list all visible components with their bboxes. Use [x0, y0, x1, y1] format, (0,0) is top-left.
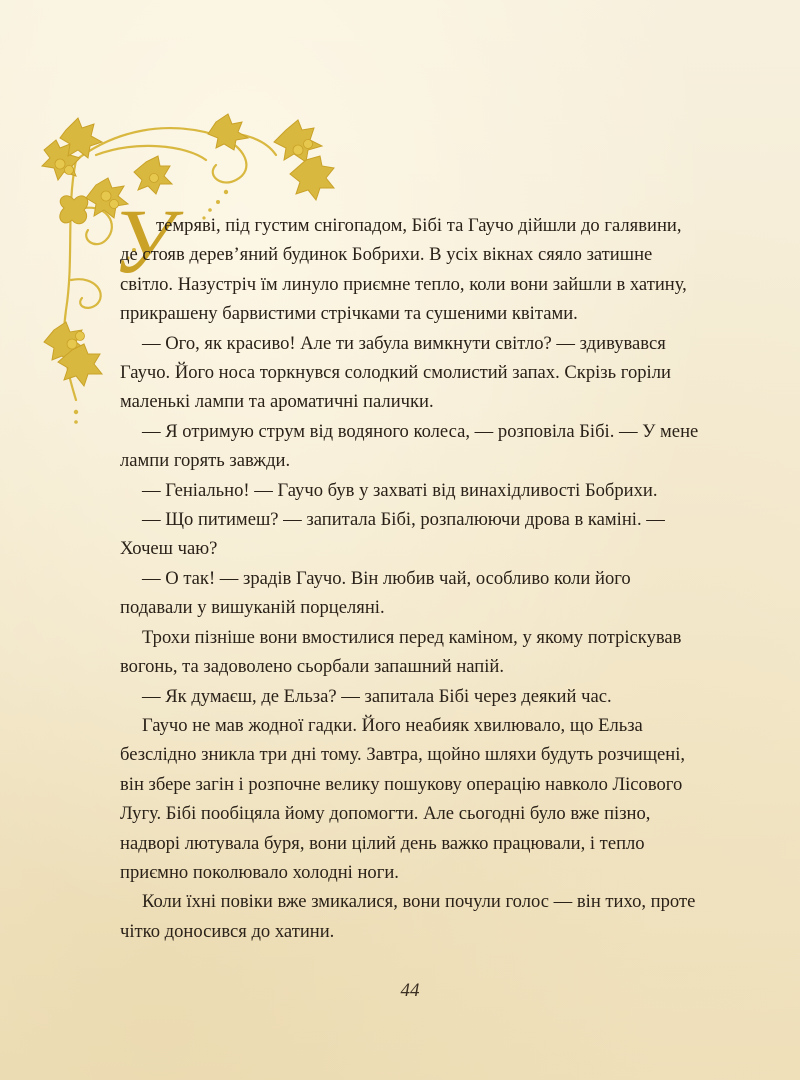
first-line: темряві, під густим снігопадом, Бібі та Гаучо дійшли до галявини,: [156, 215, 682, 236]
page-number: 44: [400, 980, 420, 1001]
paragraph: — Ого, як красиво! Але ти забула вимкнути світло? — здивувався Гаучо. Його носа торкнувся солодкий смолистий запах. Скрізь горіли маленькі лампи та ароматичні палички.: [120, 332, 671, 413]
paragraph: — Я отримую струм від водяного колеса, — розповіла Бібі. — У мене лампи горять завжди.: [120, 420, 699, 472]
story-text: [120, 211, 700, 946]
paragraph: [120, 211, 700, 329]
drop-cap-letter: У: [112, 190, 174, 292]
paragraph: — Що питимеш? — запитала Бібі, розпалюючи дрова в каміні. — Хочеш чаю?: [120, 509, 665, 560]
paragraph: Коли їхні повіки вже змикалися, вони почули голос — він тихо, проте чітко доносився до хатини.: [120, 891, 696, 942]
paragraph: — Як думаєш, де Ельза? — запитала Бібі через деякий час.: [142, 685, 612, 707]
paragraph: Гаучо не мав жодної гадки. Його неабияк хвилювало, що Ельза безслідно зникла три дні тому. Завтра, щойно шляхи будуть розчищені, він збере загін і розпочне велику пошукову операцію навколо Лісового Лугу. Бібі пообіцяла йому допомогти. Але сьогодні було вже пізно, надворі лютувала буря, вони цілий день важко працювали, і тепло приємно поколювало холодні ноги.: [120, 714, 686, 883]
paragraph: Трохи пізніше вони вмостилися перед каміном, у якому потріскував вогонь, та задоволено сьорбали запашний напій.: [120, 626, 682, 678]
first-paragraph-continuation: де стояв дерев’яний будинок Бобрихи. В усіх вікнах сяяло затишне світло. Назустріч їм линуло приємне тепло, коли вони зайшли в хатину, прикрашену барвистими стрічками та сушеними квітами.: [120, 244, 687, 325]
paragraph: — О так! — зрадів Гаучо. Він любив чай, особливо коли його подавали у вишуканій порцеляні.: [120, 567, 631, 619]
paragraph: — Геніально! — Гаучо був у захваті від винахідливості Бобрихи.: [142, 479, 658, 501]
